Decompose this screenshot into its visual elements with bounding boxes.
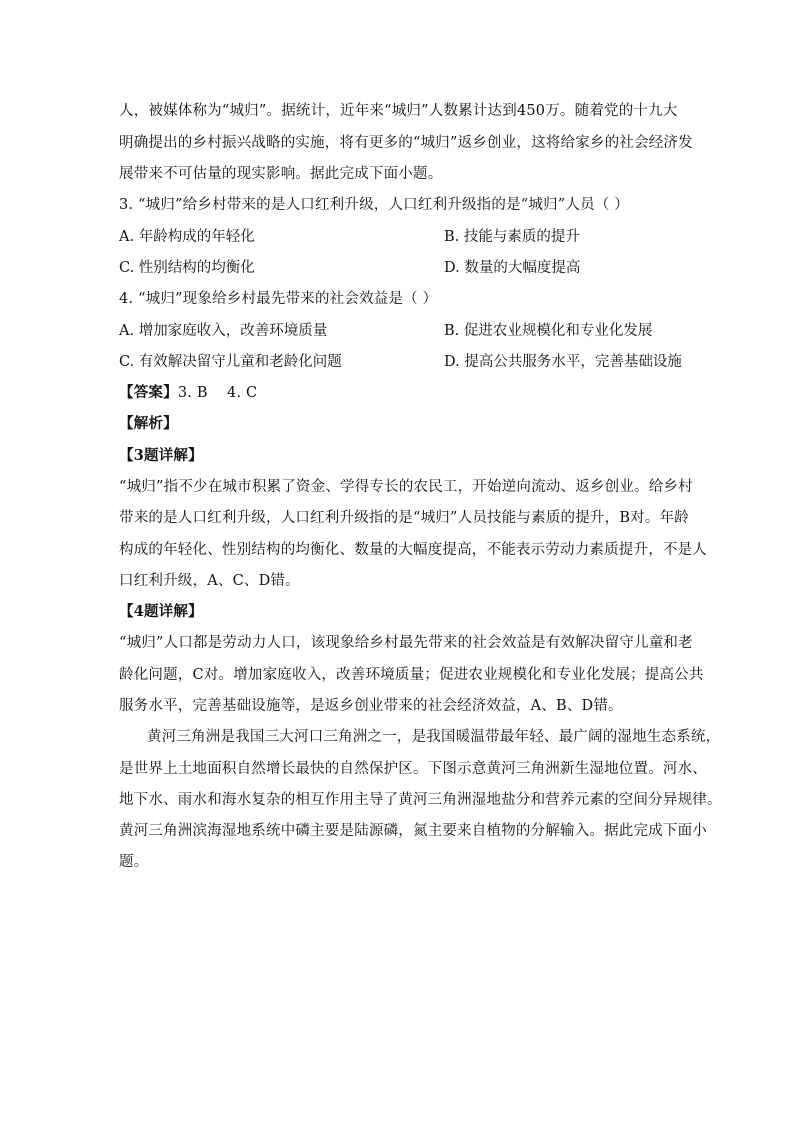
question-3-option-c: C. 性别结构的均衡化 bbox=[119, 260, 255, 276]
detail-3-label: 【3题详解】 bbox=[119, 447, 203, 464]
detail-3-line-4: 口红利升级，A、C、D错。 bbox=[119, 573, 300, 589]
passage-line-5: 题。 bbox=[119, 854, 149, 870]
question-3-option-a: A. 年龄构成的年轻化 bbox=[119, 229, 255, 245]
passage-line-1: 黄河三角洲是我国三大河口三角洲之一，是我国暖温带最年轻、最广阔的湿地生态系统， bbox=[147, 729, 721, 745]
detail-4-line-3: 服务水平，完善基础设施等，是返乡创业带来的社会经济效益，A、B、D错。 bbox=[119, 698, 623, 714]
detail-4-label: 【4题详解】 bbox=[119, 603, 203, 620]
question-3-option-d: D. 数量的大幅度提高 bbox=[444, 260, 581, 276]
question-4-option-d: D. 提高公共服务水平，完善基础设施 bbox=[444, 354, 682, 370]
question-3-option-b: B. 技能与素质的提升 bbox=[444, 229, 580, 245]
answer-label: 【答案】 bbox=[119, 384, 178, 401]
intro-line-1: 人，被媒体称为“城归”。据统计，近年来“城归”人数累计达到450万。随着党的十九大 bbox=[119, 103, 678, 119]
detail-3-line-2: 带来的是人口红利升级，人口红利升级指的是“城归”人员技能与素质的提升，B对。年龄 bbox=[119, 510, 689, 526]
intro-line-2: 明确提出的乡村振兴战略的实施，将有更多的“城归”返乡创业，这将给家乡的社会经济发 bbox=[119, 135, 693, 151]
detail-3-line-3: 构成的年轻化、性别结构的均衡化、数量的大幅度提高，不能表示劳动力素质提升，不是人 bbox=[119, 542, 707, 558]
detail-4-line-1: “城归”人口都是劳动力人口，该现象给乡村最先带来的社会效益是有效解决留守儿童和老 bbox=[119, 635, 693, 651]
analysis-label: 【解析】 bbox=[119, 415, 178, 432]
detail-3-line-1: “城归”指不少在城市积累了资金、学得专长的农民工，开始逆向流动、返乡创业。给乡村 bbox=[119, 479, 693, 495]
answer-text: 3. B 4. C bbox=[177, 385, 258, 401]
passage-line-2: 是世界上土地面积自然增长最快的自然保护区。下图示意黄河三角洲新生湿地位置。河水、 bbox=[119, 761, 707, 777]
question-4-option-c: C. 有效解决留守儿童和老龄化问题 bbox=[119, 354, 342, 370]
question-4-stem: 4. “城归”现象给乡村最先带来的社会效益是（ ） bbox=[119, 291, 438, 307]
intro-line-3: 展带来不可估量的现实影响。据此完成下面小题。 bbox=[119, 166, 443, 182]
question-3-stem: 3. “城归”给乡村带来的是人口红利升级，人口红利升级指的是“城归”人员（ ） bbox=[119, 197, 630, 213]
passage-line-4: 黄河三角洲滨海湿地系统中磷主要是陆源磷，氮主要来自植物的分解输入。据此完成下面小 bbox=[119, 823, 707, 839]
question-4-option-b: B. 促进农业规模化和专业化发展 bbox=[444, 323, 653, 339]
detail-4-line-2: 龄化问题，C对。增加家庭收入，改善环境质量；促进农业规模化和专业化发展；提高公共 bbox=[119, 667, 704, 683]
passage-line-3: 地下水、雨水和海水复杂的相互作用主导了黄河三角洲湿地盐分和营养元素的空间分异规律。 bbox=[119, 792, 722, 808]
question-4-option-a: A. 增加家庭收入，改善环境质量 bbox=[119, 323, 328, 339]
answer-line bbox=[119, 383, 257, 403]
